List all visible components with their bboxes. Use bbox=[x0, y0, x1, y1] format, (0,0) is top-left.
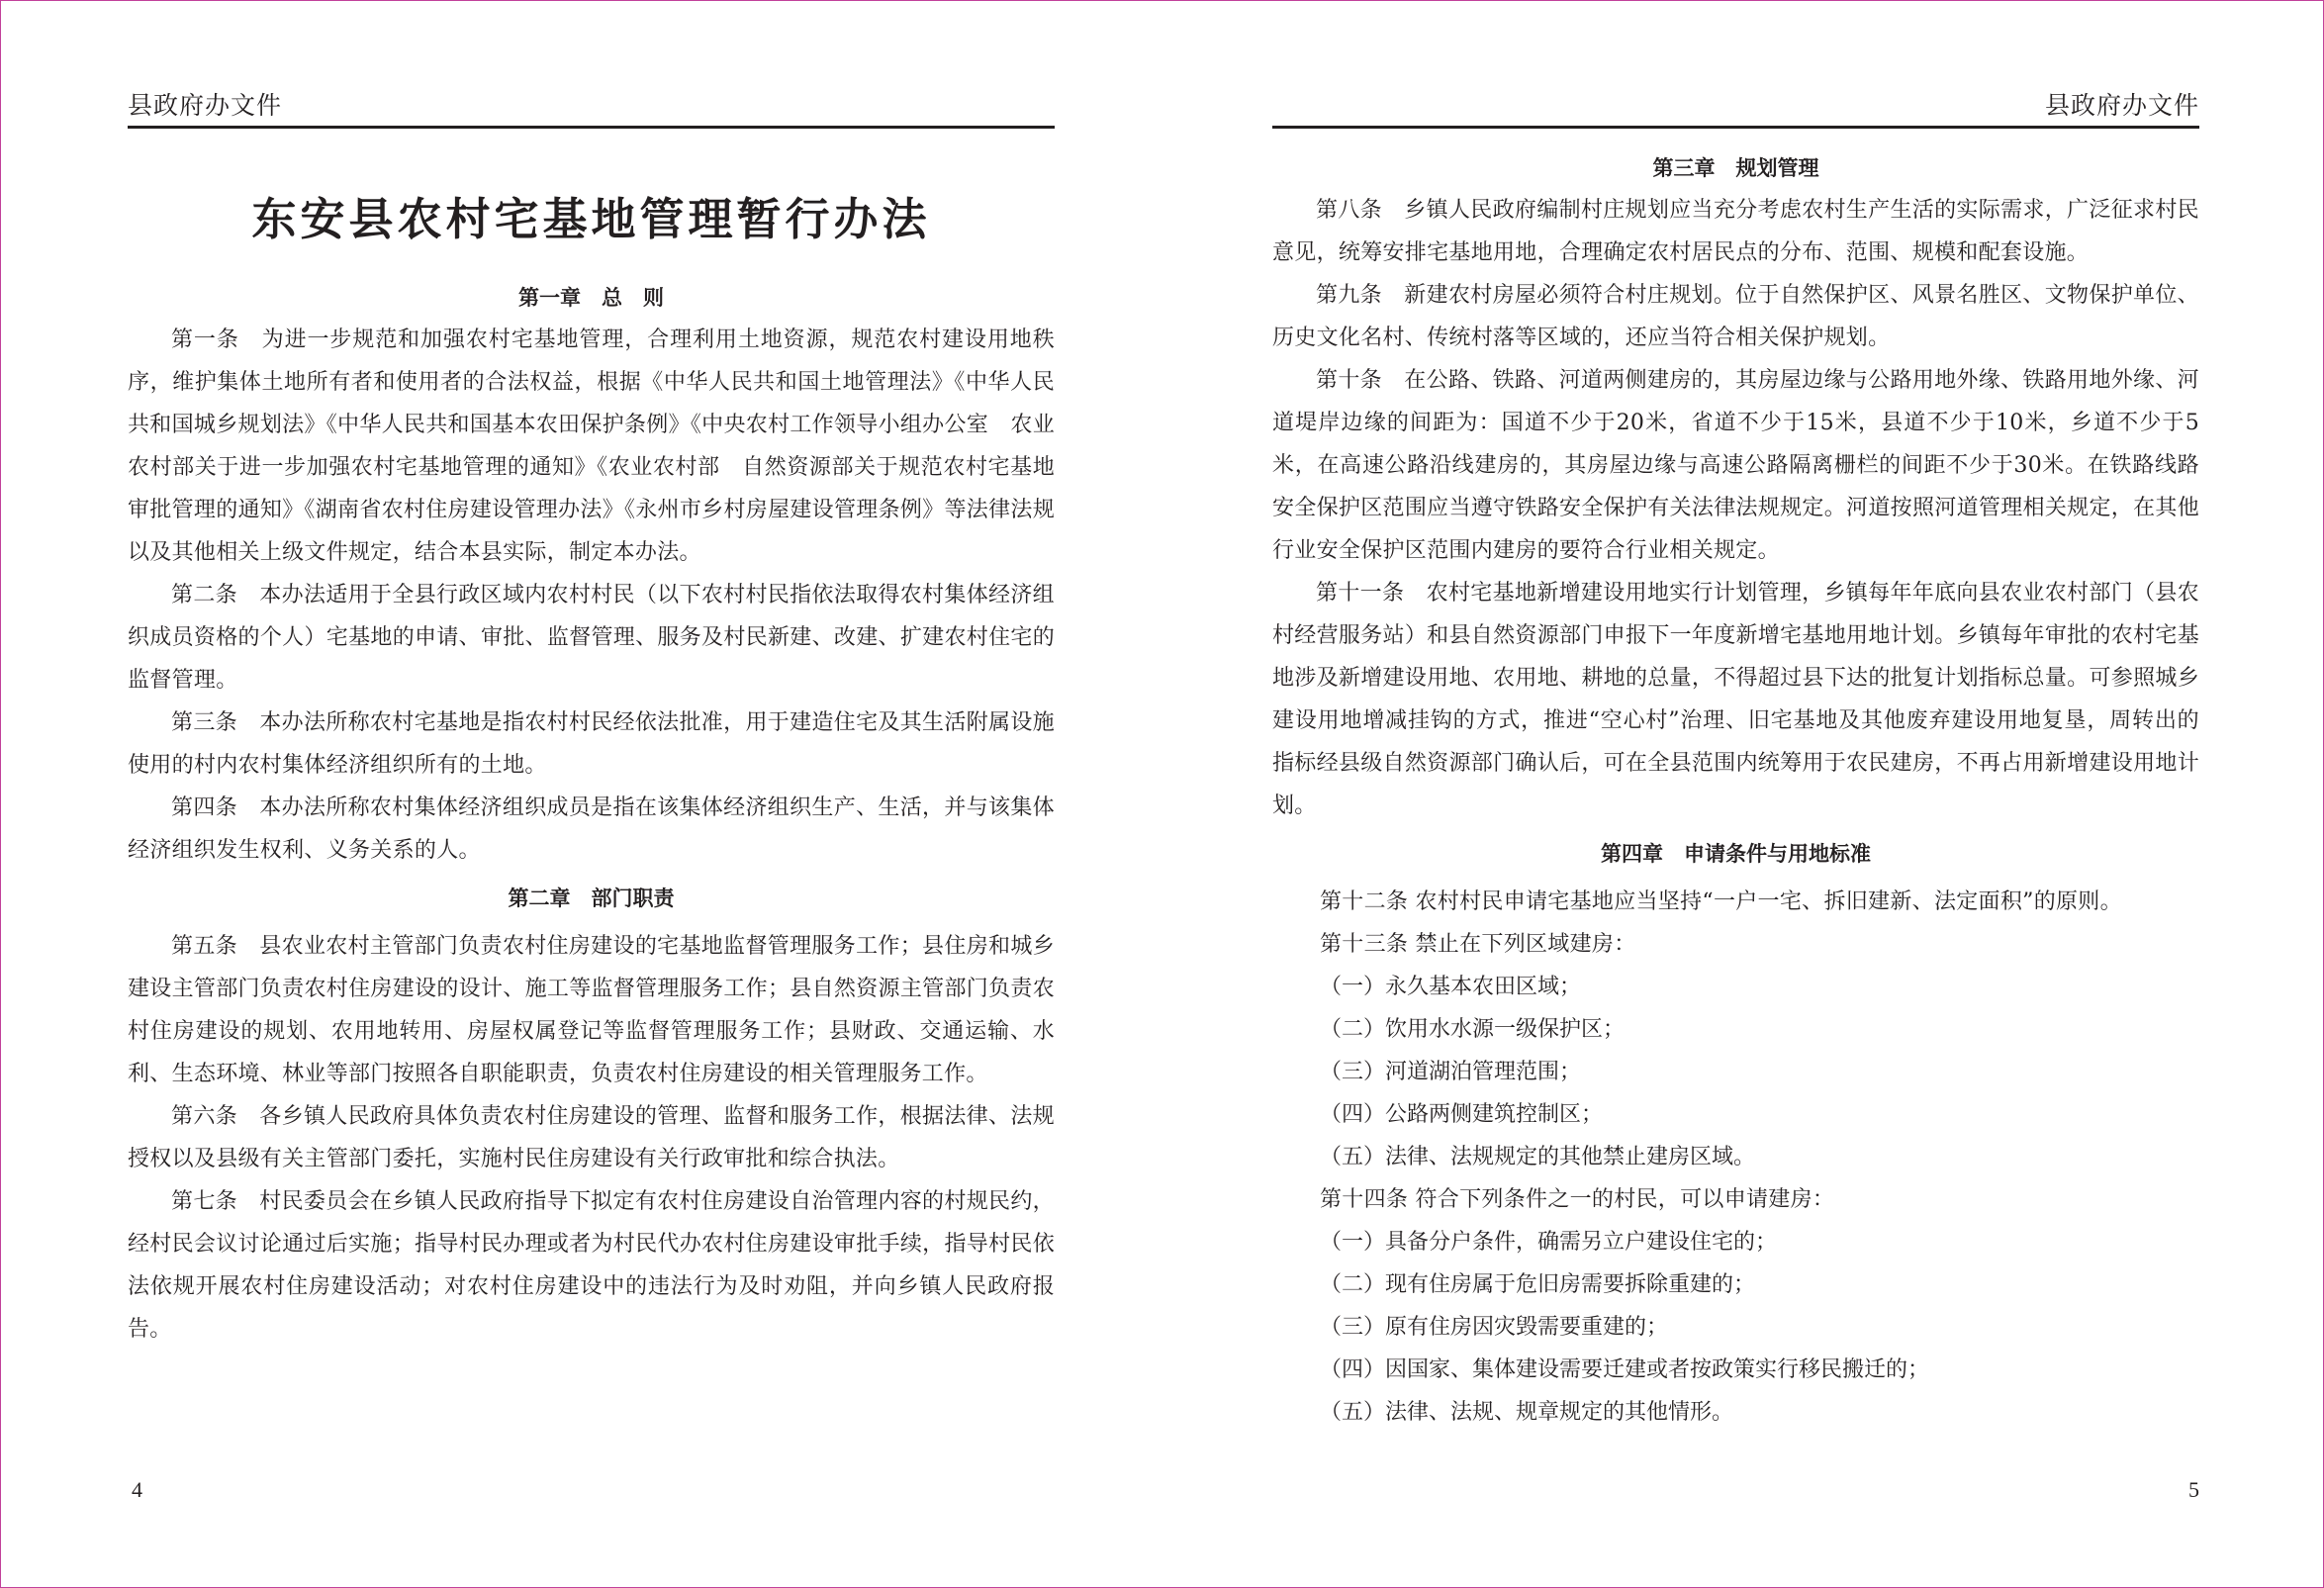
page-number: 4 bbox=[132, 1477, 142, 1502]
document-title: 东安县农村宅基地管理暂行办法 bbox=[251, 193, 931, 245]
list-item: （三）原有住房因灾毁需要重建的； bbox=[1320, 1315, 1669, 1340]
article-13: 第十三条 禁止在下列区域建房： bbox=[1320, 932, 1636, 957]
list-item: （三）河道湖泊管理范围； bbox=[1320, 1060, 1582, 1084]
article-5: 第五条 县农业农村主管部门负责农村住房建设的宅基地监督管理服务工作；县住房和城乡建设主管部门负责农村住房建设的设计、施工等监督管理服务工作；县自然资源主管部门负责农村住房建设的规划、农用地转用、房屋权属登记等监督管理服务工作；县财政、交通运输、水利、生态环境、林业等部门按照各自职能职责，负责农村住房建设的相关管理服务工作。 bbox=[128, 934, 1055, 1086]
running-header-title: 县政府办文件 bbox=[128, 91, 283, 120]
list-item: （五）法律、法规、规章规定的其他情形。 bbox=[1320, 1400, 1734, 1425]
list-item: （一）永久基本农田区域； bbox=[1320, 975, 1582, 999]
left-page bbox=[128, 1, 1055, 1587]
list-item: （二）饮用水水源一级保护区； bbox=[1320, 1017, 1626, 1042]
list-item: （四）因国家、集体建设需要迁建或者按政策实行移民搬迁的； bbox=[1320, 1357, 1930, 1382]
running-header-title: 县政府办文件 bbox=[2044, 91, 2199, 120]
article-4: 第四条 本办法所称农村集体经济组织成员是指在该集体经济组织生产、生活，并与该集体经济组织发生权利、义务关系的人。 bbox=[128, 795, 1055, 863]
article-12: 第十二条 农村村民申请宅基地应当坚持“一户一宅、拆旧建新、法定面积”的原则。 bbox=[1320, 889, 2122, 914]
article-14: 第十四条 符合下列条件之一的村民，可以申请建房： bbox=[1320, 1187, 1835, 1212]
list-item: （二）现有住房属于危旧房需要拆除重建的； bbox=[1320, 1272, 1756, 1297]
running-header bbox=[128, 92, 1055, 129]
article-2: 第二条 本办法适用于全县行政区域内农村村民（以下农村村民指依法取得农村集体经济组织成员资格的个人）宅基地的申请、审批、监督管理、服务及村民新建、改建、扩建农村住宅的监督管理。 bbox=[128, 583, 1055, 693]
article-9: 第九条 新建农村房屋必须符合村庄规划。位于自然保护区、风景名胜区、文物保护单位、历史文化名村、传统村落等区域的，还应当符合相关保护规划。 bbox=[1272, 283, 2199, 350]
right-page bbox=[1272, 1, 2199, 1587]
right-page-body bbox=[1272, 147, 2199, 1434]
article-7: 第七条 村民委员会在乡镇人民政府指导下拟定有农村住房建设自治管理内容的村规民约，经村民会议讨论通过后实施；指导村民办理或者为村民代办农村住房建设审批手续，指导村民依法依规开展农村住房建设活动；对农村住房建设中的违法行为及时劝阻，并向乡镇人民政府报告。 bbox=[128, 1189, 1055, 1342]
article-3: 第三条 本办法所称农村宅基地是指农村村民经依法批准，用于建造住宅及其生活附属设施使用的村内农村集体经济组织所有的土地。 bbox=[128, 710, 1055, 778]
chapter-heading: 第一章 总 则 bbox=[518, 286, 664, 310]
running-header bbox=[1272, 92, 2199, 129]
list-item: （四）公路两侧建筑控制区； bbox=[1320, 1102, 1604, 1127]
chapter-heading: 第四章 申请条件与用地标准 bbox=[1601, 842, 1871, 866]
article-8: 第八条 乡镇人民政府编制村庄规划应当充分考虑农村生产生活的实际需求，广泛征求村民意见，统筹安排宅基地用地，合理确定农村居民点的分布、范围、规模和配套设施。 bbox=[1272, 198, 2199, 265]
chapter-heading: 第二章 部门职责 bbox=[508, 887, 675, 910]
chapter-heading: 第三章 规划管理 bbox=[1652, 156, 1819, 180]
article-10: 第十条 在公路、铁路、河道两侧建房的，其房屋边缘与公路用地外缘、铁路用地外缘、河道堤岸边缘的间距为：国道不少于20米，省道不少于15米，县道不少于10米，乡道不少于5米，在高速公路沿线建房的，其房屋边缘与高速公路隔离栅栏的间距不少于30米。在铁路线路安全保护区范围应当遵守铁路安全保护有关法律法规规定。河道按照河道管理相关规定，在其他行业安全保护区范围内建房的要符合行业相关规定。 bbox=[1272, 368, 2199, 563]
list-item: （五）法律、法规规定的其他禁止建房区域。 bbox=[1320, 1145, 1756, 1169]
article-11: 第十一条 农村宅基地新增建设用地实行计划管理，乡镇每年年底向县农业农村部门（县农村经营服务站）和县自然资源部门申报下一年度新增宅基地用地计划。乡镇每年审批的农村宅基地涉及新增建设用地、农用地、耕地的总量，不得超过县下达的批复计划指标总量。可参照城乡建设用地增减挂钩的方式，推进“空心村”治理、旧宅基地及其他废弃建设用地复垦，周转出的指标经县级自然资源部门确认后，可在全县范围内统筹用于农民建房，不再占用新增建设用地计划。 bbox=[1272, 581, 2199, 818]
list-item: （一）具备分户条件，确需另立户建设住宅的； bbox=[1320, 1230, 1778, 1255]
left-page-body bbox=[128, 184, 1055, 1351]
article-6: 第六条 各乡镇人民政府具体负责农村住房建设的管理、监督和服务工作，根据法律、法规授权以及县级有关主管部门委托，实施村民住房建设有关行政审批和综合执法。 bbox=[128, 1104, 1055, 1171]
article-1: 第一条 为进一步规范和加强农村宅基地管理，合理利用土地资源，规范农村建设用地秩序，维护集体土地所有者和使用者的合法权益，根据《中华人民共和国土地管理法》《中华人民共和国城乡规划法》《中华人民共和国基本农田保护条例》《中央农村工作领导小组办公室 农业农村部关于进一步加强农村宅基地管理的通知》《农业农村部 自然资源部关于规范农村宅基地审批管理的通知》《湖南省农村住房建设管理办法》《永州市乡村房屋建设管理条例》等法律法规以及其他相关上级文件规定，结合本县实际，制定本办法。 bbox=[128, 327, 1055, 565]
page-number: 5 bbox=[2188, 1477, 2199, 1502]
